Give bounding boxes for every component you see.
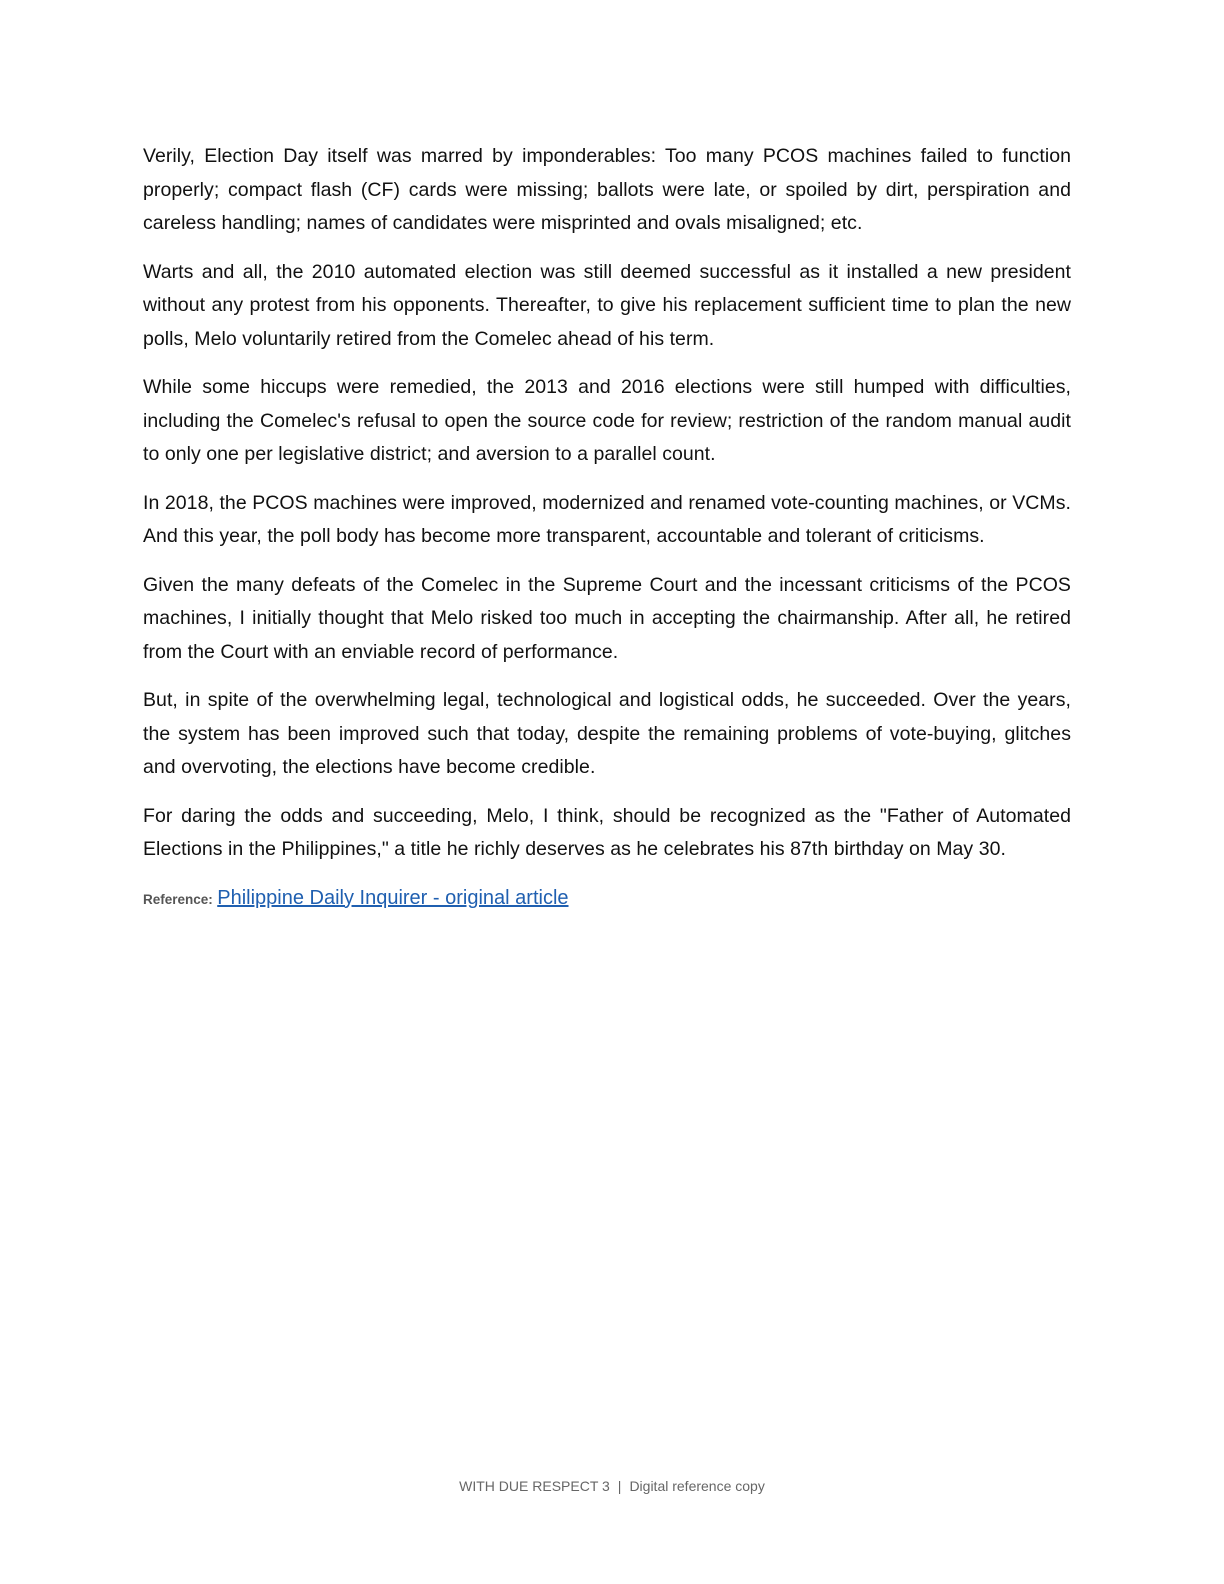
paragraph: For daring the odds and succeeding, Melo, I think, should be recognized as the "Father of Automated Elections in the Philippines," a title he richly deserves as he celebrates his 87th birthday on May 30.	[143, 804, 1071, 860]
paragraph: But, in spite of the overwhelming legal, technological and logistical odds, he succeeded. Over the years, the system has been improved such that today, despite the remaining problems of vote-buying, glitches and overvoting, the elections have become credible.	[143, 689, 1071, 778]
paragraph: While some hiccups were remedied, the 2013 and 2016 elections were still humped with difficulties, including the Comelec's refusal to open the source code for review; restriction of the random manual audit to only one per legislative district; and aversion to a parallel count.	[143, 376, 1071, 465]
footer-separator: |	[617, 1478, 622, 1494]
paragraph: Verily, Election Day itself was marred by imponderables: Too many PCOS machines failed to function properly; compact flash (CF) cards were missing; ballots were late, or spoiled by dirt, perspiration and careless handling; names of candidates were misprinted and ovals misaligned; etc.	[143, 145, 1071, 234]
reference-line	[143, 882, 1071, 916]
article-body	[143, 140, 1071, 916]
page-footer	[0, 1478, 1224, 1494]
footer-page-label: WITH DUE RESPECT 3	[459, 1478, 610, 1494]
paragraph: Given the many defeats of the Comelec in the Supreme Court and the incessant criticisms of the PCOS machines, I initially thought that Melo risked too much in accepting the chairmanship. After all, he retired from the Court with an enviable record of performance.	[143, 573, 1071, 663]
paragraph: Warts and all, the 2010 automated election was still deemed successful as it installed a new president without any protest from his opponents. Thereafter, to give his replacement sufficient time to plan the new polls, Melo voluntarily retired from the Comelec ahead of his term.	[143, 260, 1071, 350]
reference-link[interactable]: Philippine Daily Inquirer - original article	[217, 886, 569, 909]
footer-copy-label: Digital reference copy	[629, 1478, 765, 1494]
paragraph: In 2018, the PCOS machines were improved, modernized and renamed vote-counting machines, or VCMs. And this year, the poll body has become more transparent, accountable and tolerant of criticisms.	[143, 491, 1071, 547]
reference-label: Reference:	[143, 891, 213, 907]
